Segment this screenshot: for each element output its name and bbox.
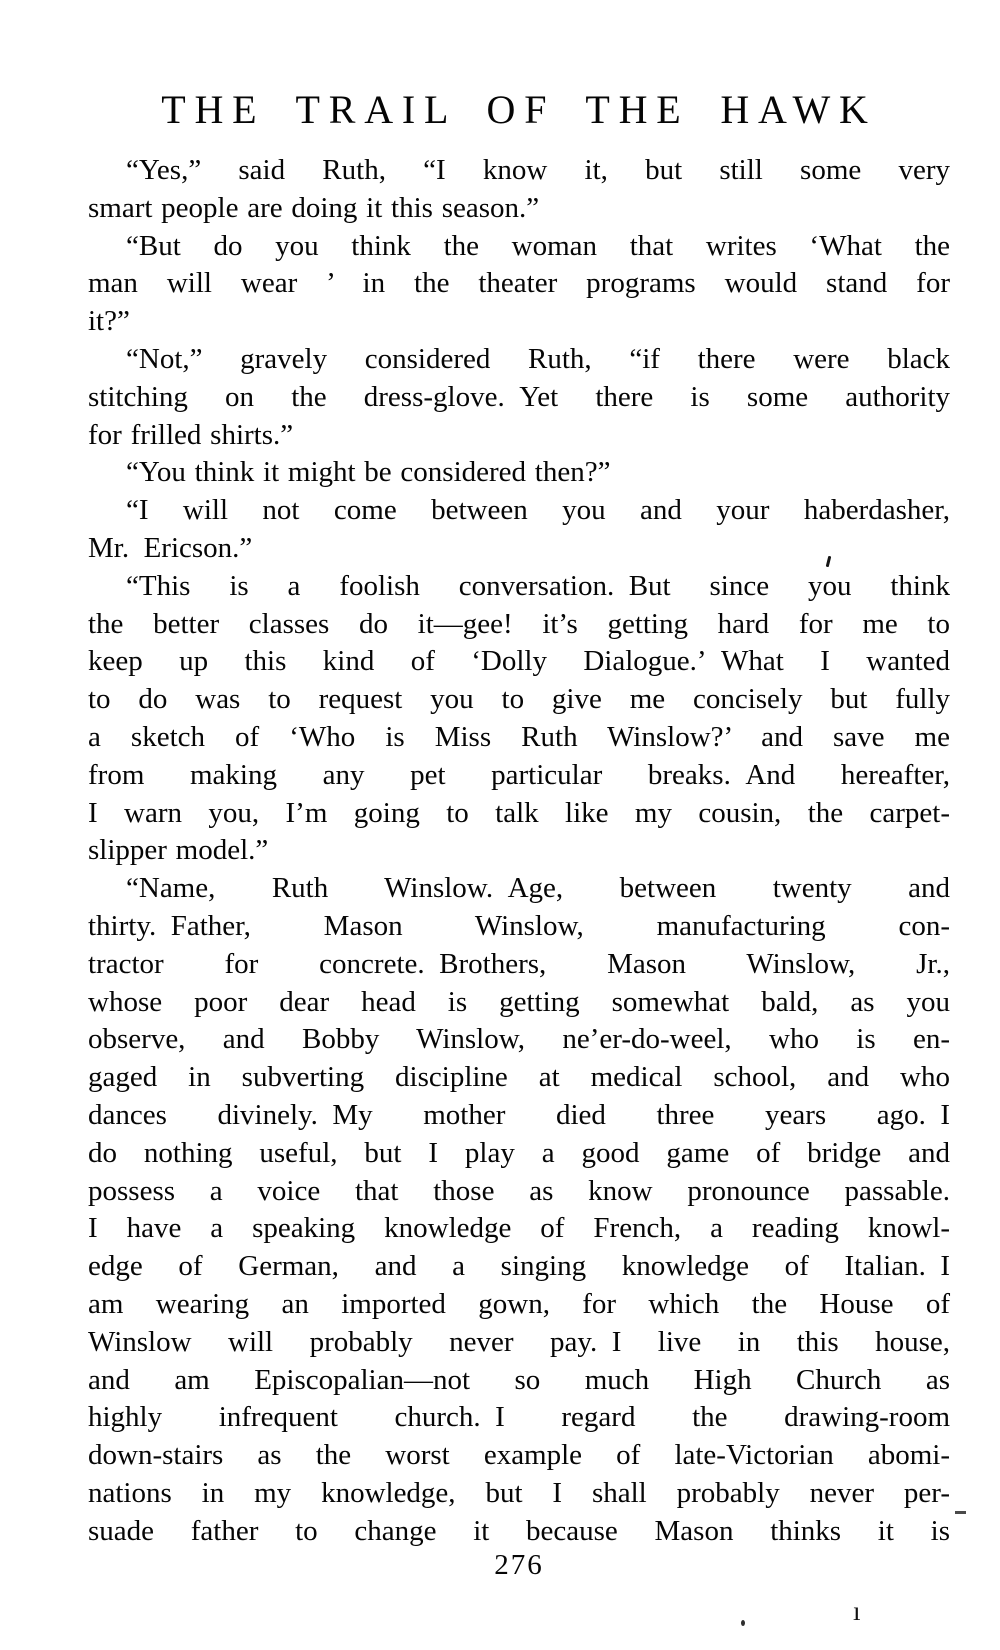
text-line: “I will not come between you and your haberdasher, — [126, 494, 950, 527]
text-line: and am Episcopalian—not so much High Church as — [88, 1363, 950, 1396]
text-line: down-stairs as the worst example of late-Victorian abomi- — [88, 1439, 950, 1472]
text-line: dances divinely. My mother died three years ago. I — [88, 1098, 950, 1131]
text-line: possess a voice that those as know pronounce passable. — [88, 1174, 950, 1207]
text-line: the better classes do it—gee! it’s getting hard for me to — [88, 607, 950, 640]
scan-speck-dash — [955, 1511, 966, 1514]
text-line: do nothing useful, but I play a good game of bridge and — [88, 1136, 950, 1169]
scan-speck-dot — [741, 1620, 745, 1626]
paragraph — [88, 492, 950, 568]
text-line: “This is a foolish conversation. But since you think — [126, 569, 950, 602]
text-line: I warn you, I’m going to talk like my cousin, the carpet- — [88, 796, 950, 829]
text-line: observe, and Bobby Winslow, ne’er-do-weel, who is en- — [88, 1023, 950, 1056]
text-line: “Name, Ruth Winslow. Age, between twenty and — [126, 872, 950, 905]
text-block — [88, 152, 950, 1550]
text-line: am wearing an imported gown, for which the House of — [88, 1287, 950, 1320]
text-line: keep up this kind of ‘Dolly Dialogue.’ What I wanted — [88, 645, 950, 678]
text-line: whose poor dear head is getting somewhat bald, as you — [88, 985, 950, 1018]
text-line: for frilled shirts.” — [88, 418, 294, 451]
text-line: it?” — [88, 305, 130, 338]
text-line: slipper model.” — [88, 834, 269, 867]
text-line: “But do you think the woman that writes ‘What the — [126, 229, 950, 262]
text-line: to do was to request you to give me concisely but fully — [88, 683, 950, 716]
text-line: “Yes,” said Ruth, “I know it, but still some very — [126, 154, 950, 186]
text-line: “Not,” gravely considered Ruth, “if there were black — [126, 342, 950, 375]
text-line: suade father to change it because Mason thinks it is — [88, 1514, 950, 1547]
text-line: tractor for concrete. Brothers, Mason Winslow, Jr., — [88, 947, 950, 980]
paragraph — [88, 228, 950, 341]
scan-speck-glyph: ı — [853, 1596, 861, 1626]
text-line: “You think it might be considered then?” — [126, 456, 611, 489]
text-line: I have a speaking knowledge of French, a reading knowl- — [88, 1212, 950, 1245]
text-line: Winslow will probably never pay. I live in this house, — [88, 1325, 950, 1358]
text-line: highly infrequent church. I regard the drawing-room — [88, 1401, 950, 1434]
paragraph — [88, 341, 950, 454]
text-line: edge of German, and a singing knowledge of Italian. I — [88, 1250, 950, 1283]
text-line: thirty. Father, Mason Winslow, manufacturing con- — [88, 909, 950, 942]
text-line: a sketch of ‘Who is Miss Ruth Winslow?’ and save me — [88, 720, 950, 753]
paragraph — [88, 454, 950, 492]
text-line: stitching on the dress-glove. Yet there is some authority — [88, 380, 950, 413]
paragraph — [88, 568, 950, 870]
page-title: THE TRAIL OF THE HAWK — [161, 87, 877, 132]
paragraph — [88, 870, 950, 1550]
paragraph — [88, 152, 950, 228]
page-number: 276 — [494, 1549, 544, 1581]
text-line: Mr. Ericson.” — [88, 531, 253, 564]
text-line: nations in my knowledge, but I shall probably never per- — [88, 1476, 950, 1509]
text-line: from making any pet particular breaks. And hereafter, — [88, 758, 950, 791]
text-line: man will wear ’ in the theater programs would stand for — [88, 267, 950, 300]
text-line: gaged in subverting discipline at medical school, and who — [88, 1061, 950, 1094]
text-line: smart people are doing it this season.” — [88, 191, 540, 224]
